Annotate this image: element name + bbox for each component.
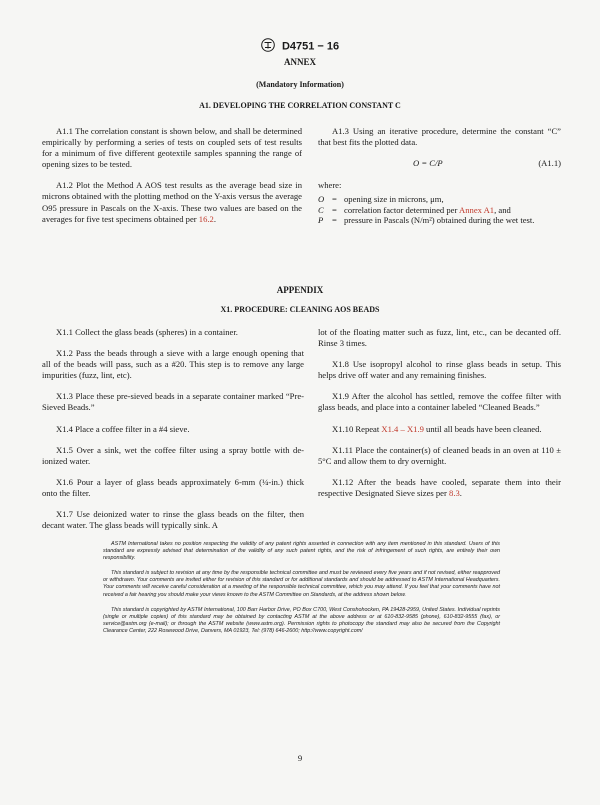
paragraph-x1-7-continued: lot of the floating matter such as fuzz, lint, etc., can be decanted off. Rinse 3 times. bbox=[318, 327, 561, 349]
paragraph-x1-3: X1.3 Place these pre-sieved beads in a separate container marked “Pre-Sieved Beads.” bbox=[42, 391, 304, 413]
paragraph-x1-5: X1.5 Over a sink, wet the coffee filter using a spray bottle with de-ionized water. bbox=[42, 444, 304, 466]
equation-row bbox=[318, 158, 561, 170]
equation: O = C/P bbox=[413, 158, 443, 169]
astm-logo-icon bbox=[261, 38, 275, 55]
paragraph-x1-4: X1.4 Place a coffee filter in a #4 sieve. bbox=[56, 423, 190, 434]
paragraph-x1-8: X1.8 Use isopropyl alcohol to rinse glass beads in setup. This helps drive off water and any remaining finishes. bbox=[318, 359, 561, 381]
paragraph-x1-2: X1.2 Pass the beads through a sieve with a large enough opening that all of the beads will pass, such as a #20. This step is to remove any large impurities (fuzz, lint, etc). bbox=[42, 348, 304, 381]
paragraph-x1-10: X1.10 Repeat X1.4 – X1.9 until all beads have been cleaned. bbox=[332, 423, 542, 434]
appendix-section-title: X1. PROCEDURE: CLEANING AOS BEADS bbox=[220, 305, 380, 314]
paragraph-a1-3: A1.3 Using an iterative procedure, determine the constant “C” that best fits the plotted data. bbox=[318, 126, 561, 148]
paragraph-a1-2: A1.2 Plot the Method A AOS test results as the average bead size in microns obtained with the plotting method on the Y-axis versus the average O95 pressure in Pascals on the X-axis. These two values are based on the averages for five test specimens obtained per 16.2. bbox=[42, 180, 302, 224]
ref-link-16-2[interactable]: 16.2 bbox=[198, 213, 214, 224]
annex-right-column bbox=[318, 126, 561, 226]
appendix-title: APPENDIX bbox=[276, 285, 324, 295]
paragraph-a1-1: A1.1 The correlation constant is shown below, and shall be determined empirically by performing a series of tests on coupled sets of test results for a minimum of five different geotextile samples spanning the range of opening sizes to be tested. bbox=[42, 126, 302, 170]
copyright-notice: This standard is copyrighted by ASTM International, 100 Barr Harbor Drive, PO Box C700, West Conshohocken, PA 19428-2959, United States. Individual reprints (single or multiple copies) of this standard may be obtained by contacting ASTM at the above address or at 610-832-9585 (phone), 610-832-9555 (fax), or service@astm.org (e-mail); or through the ASTM website (www.astm.org). Permission rights to photocopy the standard may also be secured from the Copyright Clearance Center, 222 Rosewood Drive, Danvers, MA 01923, Tel: (978) 646-2600; http://www.copyright.com/ bbox=[103, 606, 500, 634]
ref-link-8-3[interactable]: 8.3 bbox=[449, 487, 460, 498]
paragraph-x1-12: X1.12 After the beads have cooled, separate them into their respective Designated Sieve sizes per 8.3. bbox=[318, 476, 561, 498]
page-number: 9 bbox=[297, 753, 303, 763]
paragraph-x1-6: X1.6 Pour a layer of glass beads approximately 6-mm (¼-in.) thick onto the filter. bbox=[42, 476, 304, 498]
definition-c: C = correlation factor determined per Annex A1, and bbox=[318, 204, 511, 215]
equation-number: (A1.1) bbox=[538, 158, 561, 169]
revision-notice: This standard is subject to revision at any time by the responsible technical committee and must be reviewed every five years and if not revised, either reapproved or withdrawn. Your comments are invited either for revision of this standard or for additional standards and should be addressed to ASTM International Headquarters. Your comments will receive careful consideration at a meeting of the responsible technical committee, which you may attend. If you feel that your comments have not received a fair hearing you should make your views known to the ASTM Committee on Standards, at the address shown below. bbox=[103, 570, 500, 598]
appendix-left-column bbox=[42, 327, 304, 531]
ref-link-x1-4-x1-9[interactable]: X1.4 – X1.9 bbox=[381, 423, 424, 434]
annex-section-title: A1. DEVELOPING THE CORRELATION CONSTANT C bbox=[199, 101, 401, 110]
annex-subtitle: (Mandatory Information) bbox=[256, 80, 344, 89]
paragraph-x1-11: X1.11 Place the container(s) of cleaned beads in an oven at 110 ± 5°C and allow them to dry overnight. bbox=[318, 444, 561, 466]
annex-left-column bbox=[42, 126, 302, 235]
paragraph-x1-9: X1.9 After the alcohol has settled, remove the coffee filter with glass beads, and place into a container labeled “Cleaned Beads.” bbox=[318, 391, 561, 413]
paragraph-x1-7: X1.7 Use deionized water to rinse the glass beads on the filter, then decant water. The glass beads will typically sink. A bbox=[42, 509, 304, 531]
ref-link-annex-a1[interactable]: Annex A1 bbox=[459, 204, 495, 215]
annex-title: ANNEX bbox=[283, 57, 316, 67]
definitions-list bbox=[318, 194, 561, 226]
patent-notice: ASTM International takes no position respecting the validity of any patent rights asserted in connection with any item mentioned in this standard. Users of this standard are expressly advised that determination of the validity of any such patent rights, and the risk of infringement of such rights, are entirely their own responsibility. bbox=[103, 541, 500, 562]
paragraph-x1-1: X1.1 Collect the glass beads (spheres) in a container. bbox=[56, 327, 238, 337]
definition-o: O = opening size in microns, μm, bbox=[318, 194, 444, 205]
appendix-right-column bbox=[318, 327, 561, 509]
footer-notices bbox=[103, 541, 500, 643]
designation: D4751 − 16 bbox=[281, 40, 340, 53]
page-header bbox=[0, 38, 600, 55]
where-label: where: bbox=[318, 180, 342, 191]
definition-p: P = pressure in Pascals (N/m²) obtained during the wet test. bbox=[318, 215, 535, 226]
